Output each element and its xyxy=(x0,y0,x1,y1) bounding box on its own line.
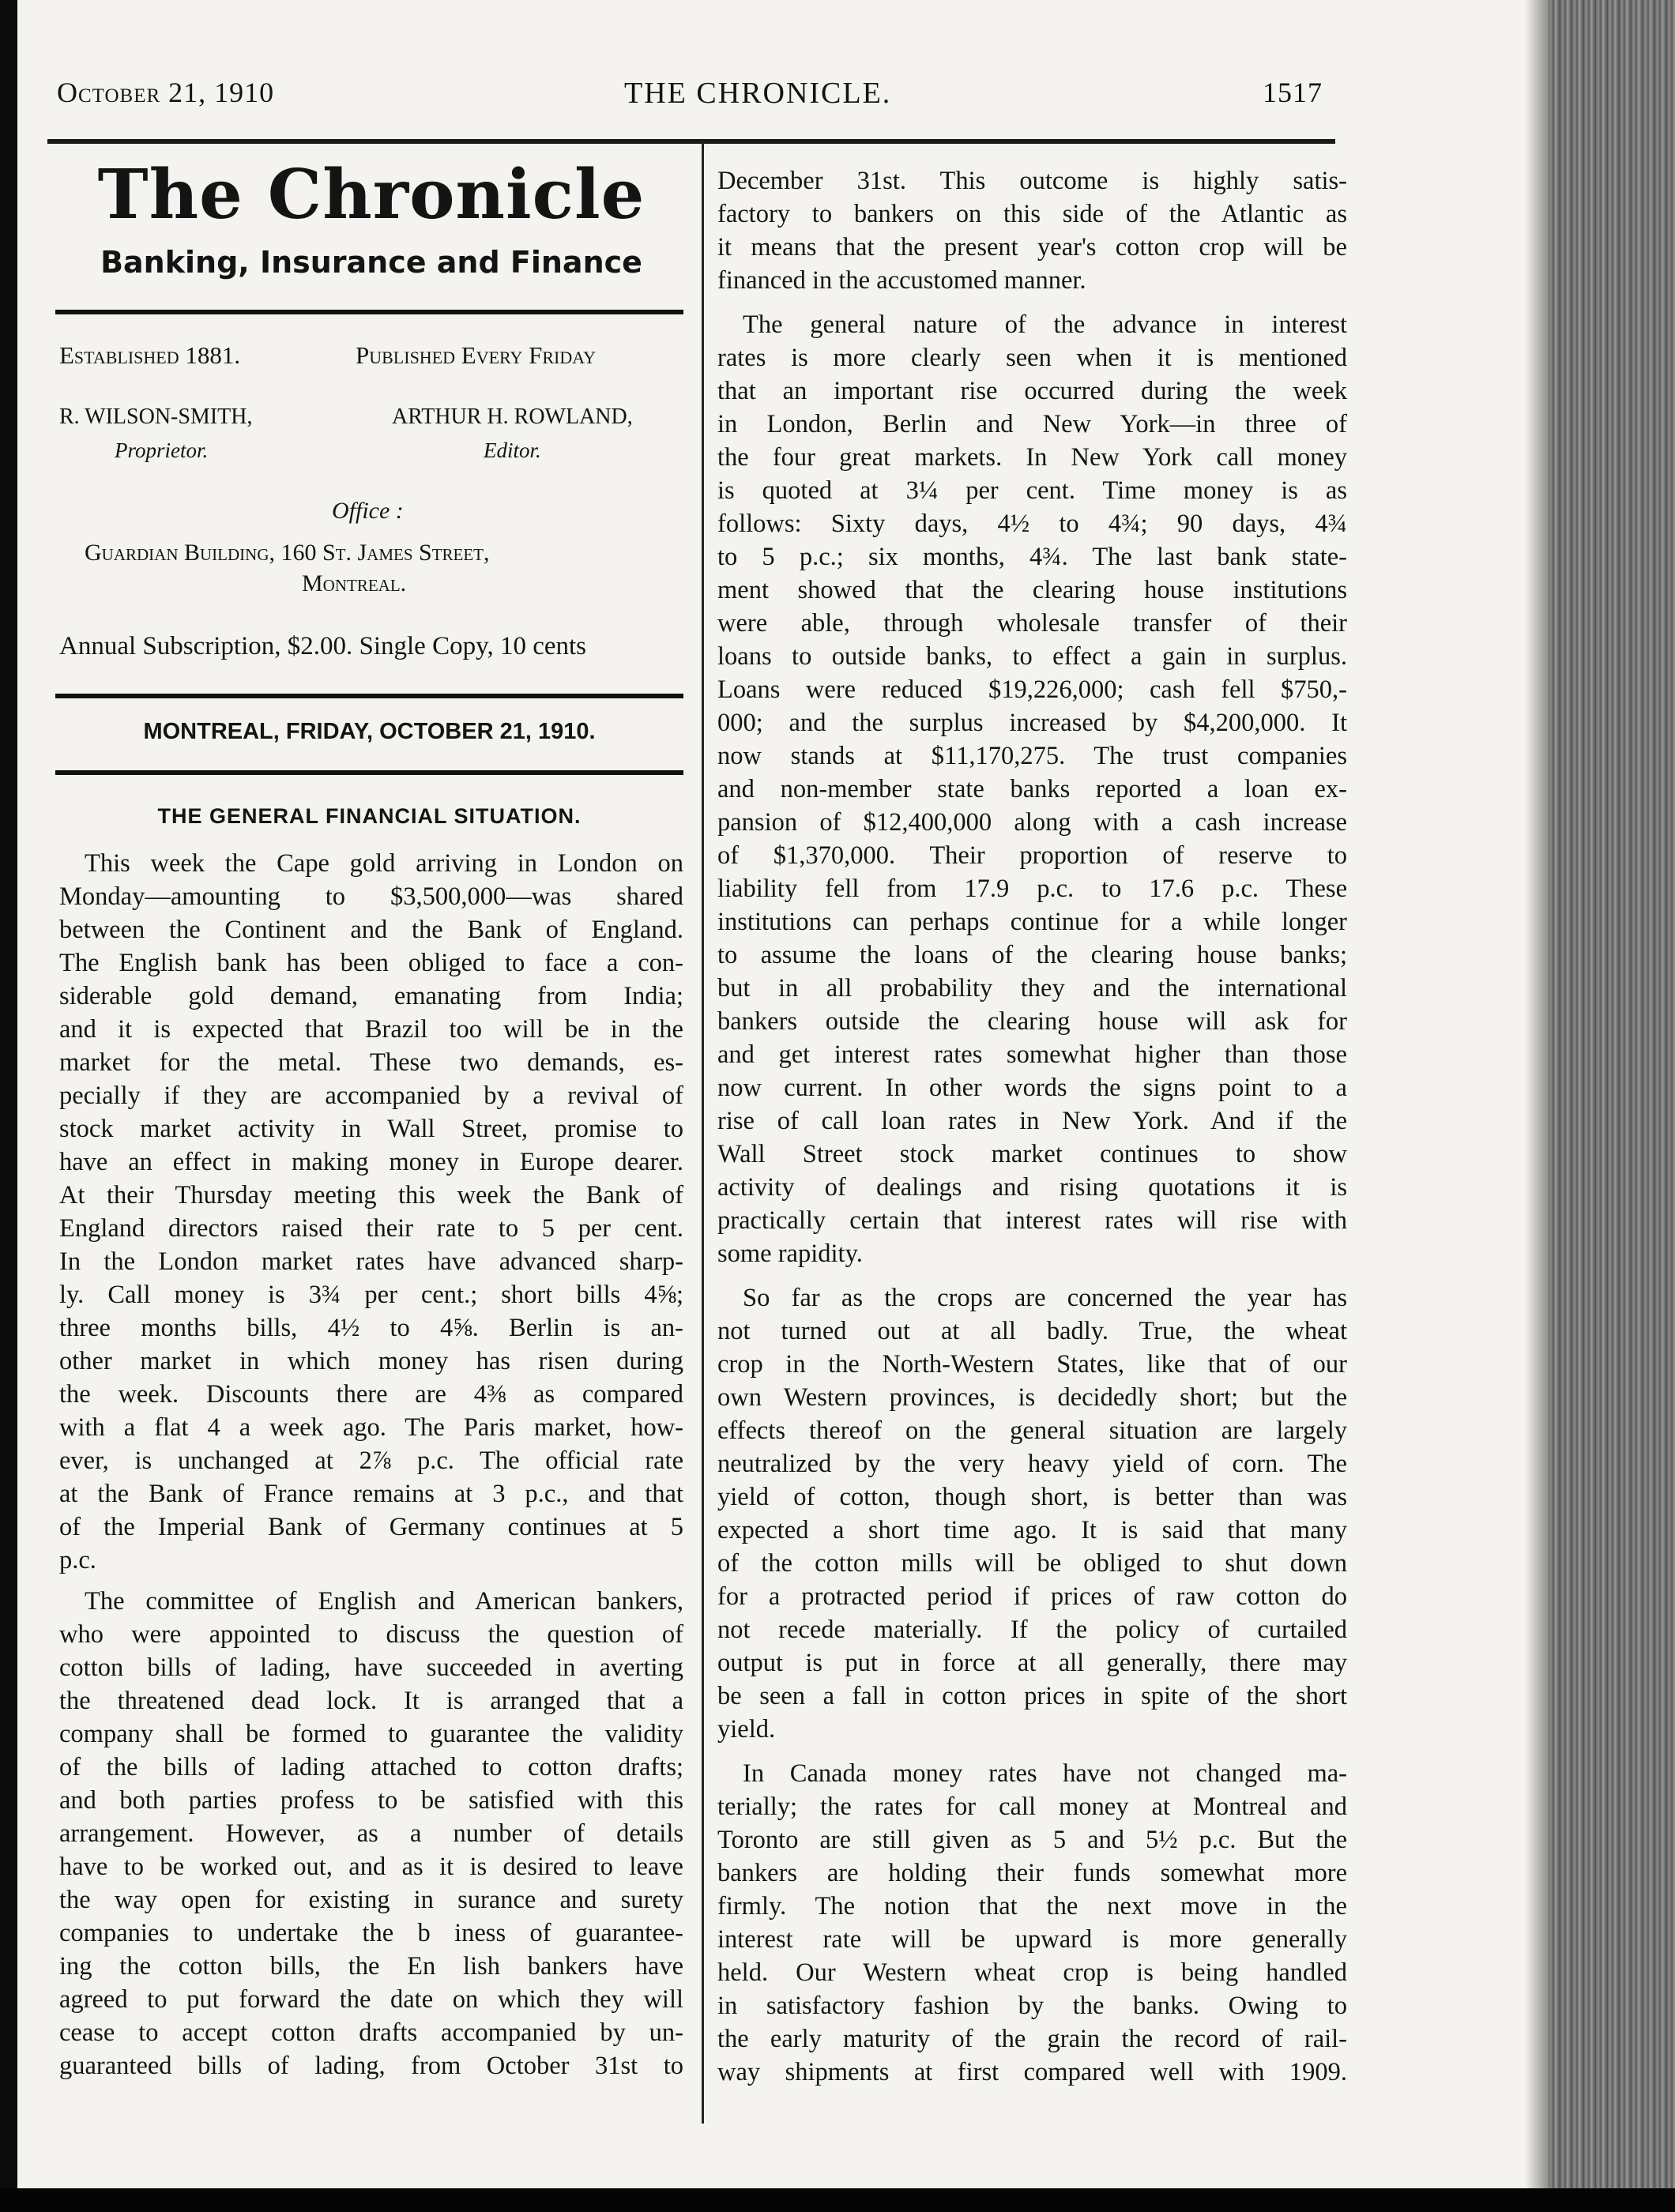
scan-bottom-border xyxy=(0,2188,1675,2212)
text-line: 000; and the surplus increased by $4,200,000. It xyxy=(717,709,1347,737)
text-line: were able, through wholesale transfer of their xyxy=(717,609,1347,638)
text-line: siderable gold demand, emanating from India; xyxy=(59,982,683,1010)
editor-role: Editor. xyxy=(484,438,541,462)
text-line: other market in which money has risen during xyxy=(59,1347,683,1375)
masthead-rule xyxy=(55,770,683,775)
text-line: stock market activity in Wall Street, promise to xyxy=(59,1115,683,1143)
masthead-rule xyxy=(55,310,683,314)
text-line: own Western provinces, is decidedly short; but the xyxy=(717,1383,1347,1412)
text-line: in London, Berlin and New York—in three of xyxy=(717,410,1347,438)
text-line: December 31st. This outcome is highly satis- xyxy=(717,167,1347,195)
text-line: interest rate will be upward is more generally xyxy=(717,1925,1347,1954)
text-line: with a flat 4 a week ago. The Paris market, how- xyxy=(59,1413,683,1442)
dateline: MONTREAL, FRIDAY, OCTOBER 21, 1910. xyxy=(143,719,596,744)
text-line: yield. xyxy=(717,1715,776,1744)
text-line: The English bank has been obliged to face a con- xyxy=(59,949,683,977)
scan-left-border xyxy=(0,0,17,2212)
text-line: be seen a fall in cotton prices in spite of the short xyxy=(717,1682,1347,1710)
text-line: between the Continent and the Bank of England. xyxy=(59,916,683,944)
text-line: pansion of $12,400,000 along with a cash increase xyxy=(717,808,1347,837)
text-line: to assume the loans of the clearing house banks; xyxy=(717,941,1347,969)
text-line: rates is more clearly seen when it is mentioned xyxy=(717,344,1347,372)
text-line: of the cotton mills will be obliged to shut down xyxy=(717,1549,1347,1578)
column-divider xyxy=(702,141,704,2124)
text-line: financed in the accustomed manner. xyxy=(717,266,1086,295)
article-heading: THE GENERAL FINANCIAL SITUATION. xyxy=(157,804,582,828)
text-line: but in all probability they and the international xyxy=(717,974,1347,1003)
text-line: company shall be formed to guarantee the validity xyxy=(59,1720,683,1748)
text-line: companies to undertake the b iness of guarantee- xyxy=(59,1919,683,1947)
text-line: of the bills of lading attached to cotton drafts; xyxy=(59,1753,683,1781)
text-line: Wall Street stock market continues to show xyxy=(717,1140,1347,1168)
book-binding xyxy=(1549,0,1675,2212)
text-line: to 5 p.c.; six months, 4¾. The last bank state- xyxy=(717,543,1347,571)
text-line: that an important rise occurred during the week xyxy=(717,377,1347,405)
text-line: for a protracted period if prices of raw cotton do xyxy=(717,1582,1347,1611)
text-line: expected a short time ago. It is said that many xyxy=(717,1516,1347,1544)
text-line: ever, is unchanged at 2⅞ p.c. The official rate xyxy=(59,1446,683,1475)
office-label: Office : xyxy=(332,498,404,524)
text-line: yield of cotton, though short, is better than was xyxy=(717,1483,1347,1511)
text-line: bankers are holding their funds somewhat more xyxy=(717,1859,1347,1887)
text-line: institutions can perhaps continue for a while longer xyxy=(717,908,1347,936)
text-line: it means that the present year's cotton crop will be xyxy=(717,233,1347,261)
text-line: The committee of English and American bankers, xyxy=(85,1587,683,1616)
established-line: Established 1881. xyxy=(59,341,241,369)
office-address: Guardian Building, 160 St. James Street, xyxy=(85,540,490,566)
text-line: pecially if they are accompanied by a revival of xyxy=(59,1082,683,1110)
running-header-date: October 21, 1910 xyxy=(57,77,275,108)
text-line: crop in the North-Western States, like that of our xyxy=(717,1350,1347,1379)
text-line: is quoted at 3¼ per cent. Time money is as xyxy=(717,476,1347,505)
text-line: the way open for existing in surance and surety xyxy=(59,1886,683,1914)
text-line: way shipments at first compared well with 1909. xyxy=(717,2058,1347,2086)
published-line: Published Every Friday xyxy=(356,341,597,369)
page-number: 1517 xyxy=(1263,77,1323,108)
text-line: activity of dealings and rising quotations it is xyxy=(717,1173,1347,1202)
masthead-title: The Chronicle xyxy=(97,155,646,235)
text-line: Monday—amounting to $3,500,000—was shared xyxy=(59,882,683,911)
text-line: the early maturity of the grain the record of rail- xyxy=(717,2025,1347,2053)
text-line: and get interest rates somewhat higher than those xyxy=(717,1040,1347,1069)
text-line: ly. Call money is 3¾ per cent.; short bills 4⅝; xyxy=(59,1281,683,1309)
text-line: Toronto are still given as 5 and 5½ p.c. But the xyxy=(717,1826,1347,1854)
office-city: Montreal. xyxy=(302,570,407,596)
text-line: cease to accept cotton drafts accompanied by un- xyxy=(59,2018,683,2047)
text-line: In the London market rates have advanced sharp- xyxy=(59,1247,683,1276)
masthead-rule xyxy=(55,694,683,698)
text-line: of the Imperial Bank of Germany continues at 5 xyxy=(59,1513,683,1541)
text-line: have to be worked out, and as it is desired to leave xyxy=(59,1853,683,1881)
text-line: of $1,370,000. Their proportion of reserve to xyxy=(717,841,1347,870)
text-line: at the Bank of France remains at 3 p.c., and that xyxy=(59,1480,683,1508)
text-line: follows: Sixty days, 4½ to 4¾; 90 days, 4¾ xyxy=(717,510,1347,538)
text-line: firmly. The notion that the next move in the xyxy=(717,1892,1347,1920)
proprietor-name: R. WILSON-SMITH, xyxy=(59,404,253,429)
text-line: and non-member state banks reported a loan ex- xyxy=(717,775,1347,803)
text-line: the four great markets. In New York call money xyxy=(717,443,1347,472)
text-line: three months bills, 4½ to 4⅝. Berlin is an- xyxy=(59,1314,683,1342)
text-line: England directors raised their rate to 5 per cent. xyxy=(59,1214,683,1243)
masthead-subtitle: Banking, Insurance and Finance xyxy=(100,245,642,280)
text-line: In Canada money rates have not changed ma- xyxy=(743,1759,1347,1788)
text-line: loans to outside banks, to effect a gain in surplus. xyxy=(717,642,1347,671)
editor-name: ARTHUR H. ROWLAND, xyxy=(392,404,633,429)
text-line: in satisfactory fashion by the banks. Owing to xyxy=(717,1992,1347,2020)
text-line: held. Our Western wheat crop is being handled xyxy=(717,1958,1347,1987)
header-rule xyxy=(47,139,1335,144)
text-line: bankers outside the clearing house will ask for xyxy=(717,1007,1347,1036)
text-line: market for the metal. These two demands, es- xyxy=(59,1048,683,1077)
text-line: not recede materially. If the policy of curtailed xyxy=(717,1616,1347,1644)
text-line: the week. Discounts there are 4⅜ as compared xyxy=(59,1380,683,1409)
text-line: p.c. xyxy=(59,1546,96,1574)
text-line: effects thereof on the general situation are largely xyxy=(717,1416,1347,1445)
text-line: ing the cotton bills, the En lish bankers have xyxy=(59,1952,683,1981)
text-line: rise of call loan rates in New York. And if the xyxy=(717,1107,1347,1135)
text-line: and it is expected that Brazil too will be in the xyxy=(59,1015,683,1044)
text-line: output is put in force at all generally, there may xyxy=(717,1649,1347,1677)
text-line: terially; the rates for call money at Montreal and xyxy=(717,1793,1347,1821)
text-line: the threatened dead lock. It is arranged that a xyxy=(59,1687,683,1715)
text-line: This week the Cape gold arriving in London on xyxy=(85,849,683,878)
text-line: cotton bills of lading, have succeeded in averting xyxy=(59,1653,683,1682)
text-line: and both parties profess to be satisfied with this xyxy=(59,1786,683,1815)
text-line: At their Thursday meeting this week the Bank of xyxy=(59,1181,683,1209)
text-line: practically certain that interest rates will rise with xyxy=(717,1206,1347,1235)
text-line: factory to bankers on this side of the Atlantic as xyxy=(717,200,1347,228)
text-line: not turned out at all badly. True, the wheat xyxy=(717,1317,1347,1345)
text-line: agreed to put forward the date on which they will xyxy=(59,1985,683,2014)
text-line: Loans were reduced $19,226,000; cash fell $750,- xyxy=(717,675,1347,704)
text-line: guaranteed bills of lading, from October 31st to xyxy=(59,2052,683,2080)
text-line: liability fell from 17.9 p.c. to 17.6 p.c. These xyxy=(717,875,1347,903)
text-line: So far as the crops are concerned the year has xyxy=(743,1284,1347,1312)
proprietor-role: Proprietor. xyxy=(115,438,209,462)
text-line: have an effect in making money in Europe dearer. xyxy=(59,1148,683,1176)
running-header-title: THE CHRONICLE. xyxy=(624,77,892,110)
text-line: arrangement. However, as a number of details xyxy=(59,1819,683,1848)
text-line: some rapidity. xyxy=(717,1240,863,1268)
text-line: The general nature of the advance in interest xyxy=(743,310,1347,339)
text-line: ment showed that the clearing house institutions xyxy=(717,576,1347,604)
subscription-line: Annual Subscription, $2.00. Single Copy, 10 cents xyxy=(59,632,586,660)
text-line: now stands at $11,170,275. The trust companies xyxy=(717,742,1347,770)
text-line: now current. In other words the signs point to a xyxy=(717,1074,1347,1102)
text-line: who were appointed to discuss the question of xyxy=(59,1620,683,1649)
text-line: neutralized by the very heavy yield of corn. The xyxy=(717,1450,1347,1478)
